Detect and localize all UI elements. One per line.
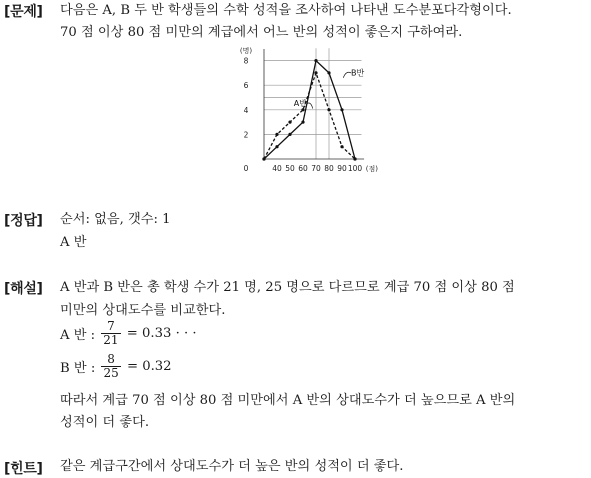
data-point	[340, 108, 343, 111]
y-tick-label: 4	[243, 105, 249, 115]
class-a-prefix: A 반 :	[60, 328, 96, 343]
answer-line-1: 순서: 없음, 갯수: 1	[60, 212, 171, 227]
y-axis-unit: (명)	[240, 47, 253, 55]
data-point	[327, 71, 330, 74]
origin-label: 0	[243, 164, 249, 173]
class-a-result: = 0.33 · · ·	[126, 326, 197, 341]
x-tick-label: 90	[337, 164, 347, 173]
series-label-a: A반	[293, 99, 308, 109]
data-point	[301, 108, 304, 111]
data-point	[340, 145, 343, 148]
class-b-numerator: 8	[107, 352, 115, 366]
explanation-class-a-ratio	[60, 320, 197, 347]
data-point	[275, 145, 278, 148]
hint-label: [힌트]	[4, 461, 43, 477]
answer-line-2: A 반	[60, 235, 87, 250]
explanation-class-b-ratio	[60, 353, 172, 380]
data-point	[288, 121, 291, 124]
problem-text-line-1: 다음은 A, B 두 반 학생들의 수학 성적을 조사하여 나타낸 도수분포다각형이다.	[60, 3, 512, 18]
explanation-line-2: 미만의 상대도수를 비교한다.	[60, 303, 226, 318]
problem-text-line-2: 70 점 이상 80 점 미만의 계급에서 어느 반의 성적이 좋은지 구하여라.	[60, 25, 463, 40]
y-tick-label: 8	[243, 56, 249, 66]
class-b-denominator: 25	[103, 366, 119, 380]
series-label-b-leader	[343, 72, 351, 78]
data-point	[314, 59, 317, 62]
explanation-line-5: 따라서 계급 70 점 이상 80 점 미만에서 A 반의 상대도수가 더 높으므로 A 반의	[60, 393, 516, 408]
class-a-fraction	[101, 320, 120, 347]
x-tick-label: 80	[324, 164, 334, 173]
x-tick-label: 60	[298, 164, 308, 173]
class-b-fraction	[101, 353, 120, 380]
y-tick-label: 2	[243, 130, 249, 140]
frequency-polygon-chart	[240, 46, 415, 178]
class-a-denominator: 21	[103, 333, 119, 347]
data-point	[327, 108, 330, 111]
class-b-result: = 0.32	[126, 359, 172, 374]
data-point	[262, 157, 265, 160]
hint-line-1: 같은 계급구간에서 상대도수가 더 높은 반의 성적이 더 좋다.	[60, 459, 404, 474]
y-tick-label: 6	[243, 81, 249, 91]
x-axis-unit: (점)	[365, 165, 379, 173]
data-point	[301, 121, 304, 124]
class-a-numerator: 7	[107, 319, 115, 333]
x-tick-label: 50	[285, 164, 295, 173]
data-point	[288, 133, 291, 136]
data-point	[275, 133, 278, 136]
explanation-label: [해설]	[4, 281, 43, 297]
explanation-line-6: 성적이 더 좋다.	[60, 415, 150, 430]
class-b-prefix: B 반 :	[60, 361, 96, 376]
problem-label: [문제]	[4, 4, 43, 20]
data-point	[353, 157, 356, 160]
data-point	[314, 71, 317, 74]
answer-label: [정답]	[4, 213, 43, 229]
x-tick-label: 70	[311, 164, 321, 173]
x-tick-label: 100	[347, 164, 363, 173]
series-label-a-leader	[307, 103, 313, 109]
x-tick-label: 40	[272, 164, 282, 173]
explanation-line-1: A 반과 B 반은 총 학생 수가 21 명, 25 명으로 다르므로 계급 70 점 이상 80 점	[60, 280, 515, 295]
series-label-b: B반	[350, 68, 365, 78]
